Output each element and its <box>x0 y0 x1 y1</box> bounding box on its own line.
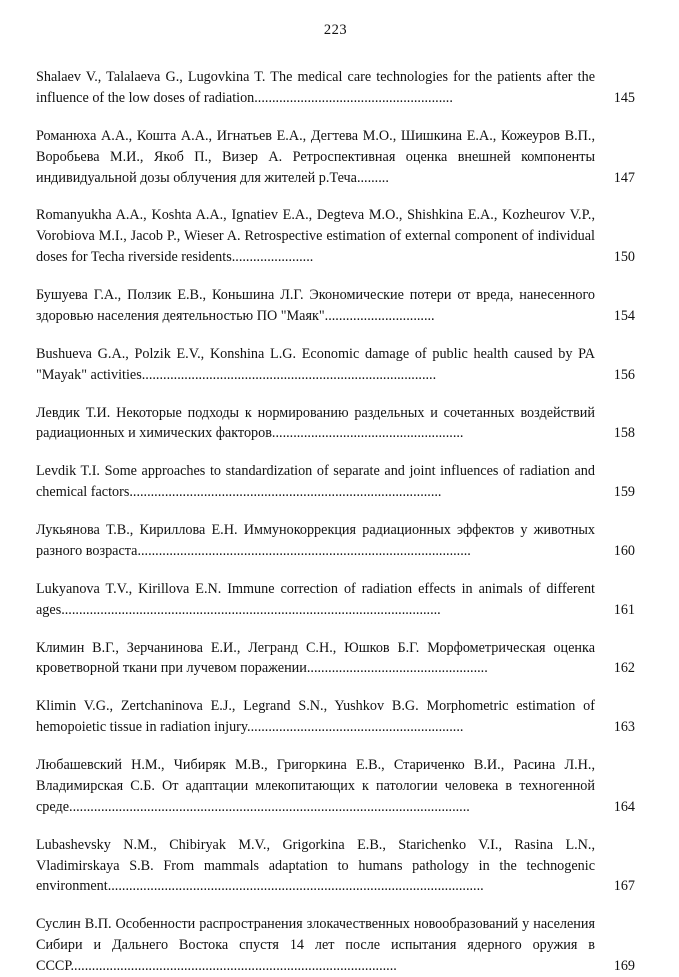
toc-entry-title: Левдик Т.И. Некоторые подходы к нормированию раздельных и сочетанных воздействий радиационных и химических факторов...................................................... <box>36 404 595 442</box>
toc-entry-title: Суслин В.П. Особенности распространения злокачественных новообразований у населения Сибири и Дальнего Востока спустя 14 лет после испытания ядерного оружия в СССР............................................................................................ <box>36 916 595 974</box>
toc-entry-page: 150 <box>613 249 635 266</box>
toc-entry-title: Shalaev V., Talalaeva G., Lugovkina T. The medical care technologies for the patients after the influence of the low doses of radiation........................................................ <box>36 69 595 106</box>
toc-entry <box>36 696 635 738</box>
toc-entry-title: Романюха А.А., Кошта А.А., Игнатьев Е.А., Дегтева М.О., Шишкина Е.А., Кожеуров В.П., Воробьева М.И., Якоб П., Визер А. Ретроспективная оценка внешней компоненты индивидуальной дозы облучения для жителей р.Теча......... <box>36 127 595 186</box>
toc-entry <box>36 461 635 503</box>
toc-entry <box>36 520 635 562</box>
toc-entry-page: 169 <box>613 958 635 974</box>
toc-entry <box>36 344 635 386</box>
toc-entry <box>36 835 635 898</box>
toc-entry-title: Klimin V.G., Zertchaninova E.J., Legrand S.N., Yushkov B.G. Morphometric estimation of hemopoietic tissue in radiation injury............................................................. <box>36 698 595 736</box>
toc-entry <box>36 755 635 818</box>
toc-entry <box>36 126 635 189</box>
toc-entry-page: 145 <box>613 89 635 106</box>
table-of-contents <box>36 67 635 977</box>
toc-entry-page: 160 <box>613 542 635 559</box>
page-number: 223 <box>323 22 348 38</box>
toc-entry <box>36 205 635 268</box>
toc-entry <box>36 914 635 977</box>
toc-entry-title: Lubashevsky N.M., Chibiryak M.V., Grigorkina E.B., Starichenko V.I., Rasina L.N., Vladimirskaya S.B. From mammals adaptation to humans pathology in the technogenic environment.......................................................................................................... <box>36 836 595 895</box>
toc-entry <box>36 403 635 445</box>
toc-entry-page: 158 <box>613 425 635 442</box>
toc-entry-title: Levdik T.I. Some approaches to standardization of separate and joint influences of radiation and chemical factors........................................................................................ <box>36 463 595 501</box>
toc-entry-page: 156 <box>613 366 635 383</box>
toc-entry-title: Бушуева Г.А., Ползик Е.В., Коньшина Л.Г. Экономические потери от вреда, нанесенного здоровью населения деятельностью ПО "Маяк"............................... <box>36 287 595 324</box>
toc-entry-page: 159 <box>613 484 635 501</box>
toc-entry <box>36 638 635 680</box>
toc-entry-page: 163 <box>613 719 635 736</box>
toc-entry-title: Любашевский Н.М., Чибиряк М.В., Григоркина Е.В., Стариченко В.И., Расина Л.Н., Владимирская С.Б. От адаптации млекопитающих к патологии человека в техногенной среде................................................................................................................. <box>36 757 595 815</box>
toc-entry-page: 161 <box>613 601 635 618</box>
toc-entry-title: Bushueva G.A., Polzik E.V., Konshina L.G. Economic damage of public health caused by PA "Mayak" activities................................................................................... <box>36 345 595 383</box>
toc-entry-title: Лукьянова Т.В., Кириллова Е.Н. Иммунокоррекция радиационных эффектов у животных разного возраста.............................................................................................. <box>36 522 595 559</box>
toc-entry <box>36 285 635 327</box>
toc-entry <box>36 579 635 621</box>
toc-entry-title: Климин В.Г., Зерчанинова Е.И., Легранд С.Н., Юшков Б.Г. Морфометрическая оценка кроветворной ткани при лучевом поражении................................................... <box>36 639 595 677</box>
toc-entry <box>36 67 635 109</box>
toc-entry-page: 162 <box>613 660 635 677</box>
toc-entry-title: Romanyukha A.A., Koshta A.A., Ignatiev E.A., Degteva M.O., Shishkina E.A., Kozheurov V.P., Vorobiova M.I., Jacob P., Wieser A. Retrospective estimation of external component of individual doses for Techa riverside residents....................... <box>36 207 595 266</box>
toc-entry-page: 167 <box>613 878 635 895</box>
toc-entry-page: 164 <box>613 798 635 815</box>
toc-entry-title: Lukyanova T.V., Kirillova E.N. Immune correction of radiation effects in animals of different ages........................................................................................................... <box>36 580 595 618</box>
toc-entry-page: 147 <box>613 169 635 186</box>
toc-entry-page: 154 <box>613 307 635 324</box>
